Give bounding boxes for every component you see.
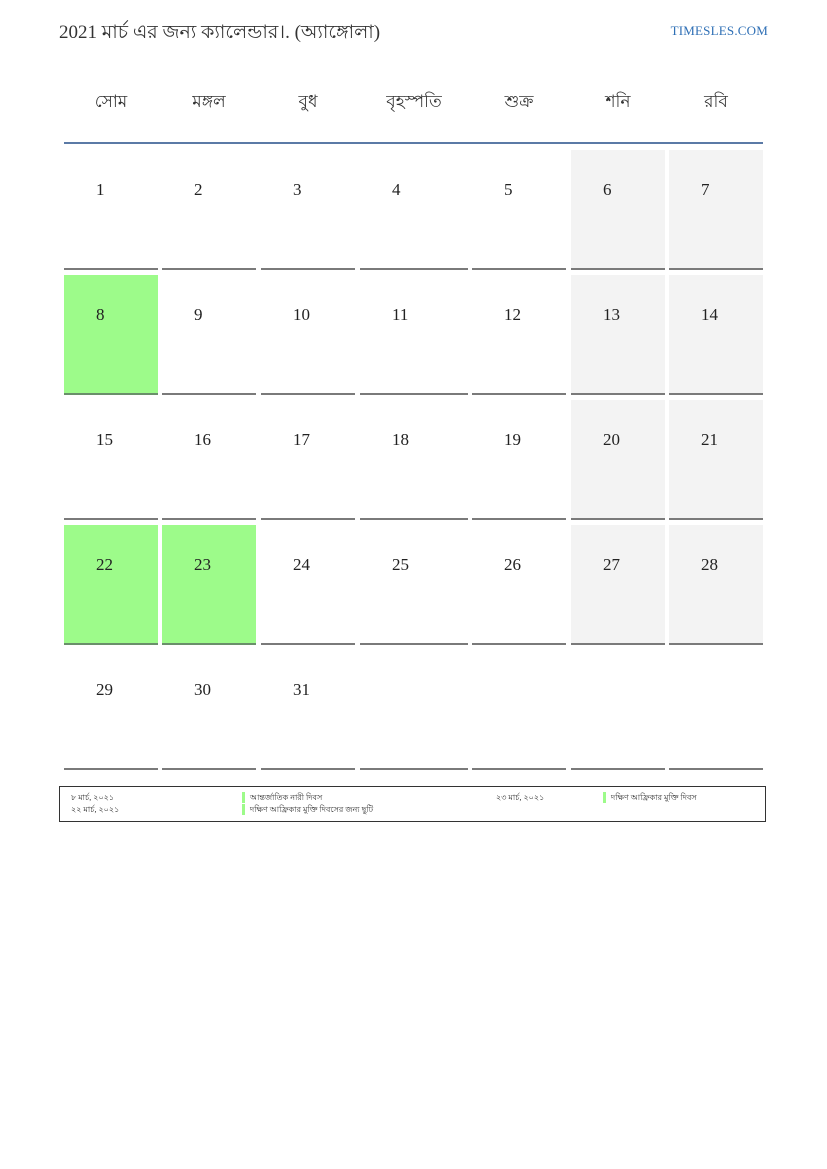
day-cell	[571, 150, 665, 270]
day-cell	[472, 400, 566, 520]
day-number: 20	[603, 430, 620, 449]
legend-event: দক্ষিণ আফ্রিকার মুক্তি দিবসের জন্য ছুটি	[250, 805, 374, 814]
day-number: 11	[392, 305, 409, 324]
weekday-tue: মঙ্গল	[192, 92, 226, 111]
day-number: 27	[603, 555, 620, 574]
day-cell	[162, 275, 256, 395]
day-number: 28	[701, 555, 718, 574]
day-cell	[472, 650, 566, 770]
holiday-color-marker	[242, 804, 245, 815]
day-number: 25	[392, 555, 409, 574]
weekday-mon: সোম	[94, 92, 128, 111]
day-number: 19	[504, 430, 521, 449]
day-cell	[261, 525, 355, 645]
day-cell	[669, 150, 763, 270]
day-number: 7	[701, 180, 710, 199]
day-cell	[571, 400, 665, 520]
day-number: 4	[392, 180, 401, 199]
day-number: 10	[293, 305, 310, 324]
day-number: 31	[293, 680, 310, 699]
day-number: 2	[194, 180, 203, 199]
day-cell	[472, 275, 566, 395]
day-cell	[571, 275, 665, 395]
day-number: 1	[96, 180, 105, 199]
legend-event: দক্ষিণ আফ্রিকার মুক্তি দিবস	[611, 793, 697, 802]
day-cell	[571, 650, 665, 770]
day-cell	[360, 525, 468, 645]
day-number: 5	[504, 180, 513, 199]
holiday-color-marker	[242, 792, 245, 803]
day-cell	[360, 275, 468, 395]
day-cell	[64, 150, 158, 270]
legend-date: ৮ মার্চ, ২০২১	[71, 793, 115, 802]
day-cell	[162, 650, 256, 770]
day-number: 8	[96, 305, 105, 324]
day-number: 13	[603, 305, 620, 324]
legend-date: ২২ মার্চ, ২০২১	[71, 805, 120, 814]
day-cell	[64, 275, 158, 395]
day-number: 9	[194, 305, 203, 324]
day-number: 30	[194, 680, 211, 699]
weekday-sun: রবি	[704, 92, 728, 111]
site-link[interactable]: TIMESLES.COM	[670, 23, 768, 38]
day-cell	[64, 525, 158, 645]
day-number: 12	[504, 305, 521, 324]
day-cell	[360, 650, 468, 770]
day-cell	[64, 650, 158, 770]
day-cell	[669, 525, 763, 645]
day-number: 14	[701, 305, 718, 324]
day-cell	[64, 400, 158, 520]
day-cell	[261, 150, 355, 270]
weekday-sat: শনি	[605, 92, 631, 111]
day-number: 6	[603, 180, 612, 199]
day-number: 15	[96, 430, 113, 449]
holiday-color-marker	[603, 792, 606, 803]
day-cell	[261, 650, 355, 770]
day-cell	[162, 150, 256, 270]
weekday-header-row	[64, 80, 763, 142]
legend-event: আন্তর্জাতিক নারী দিবস	[250, 793, 323, 802]
day-cell	[261, 275, 355, 395]
weekday-fri: শুক্র	[504, 92, 534, 111]
day-number: 21	[701, 430, 718, 449]
day-cell	[162, 400, 256, 520]
legend-date: ২৩ মার্চ, ২০২১	[496, 793, 545, 802]
day-number: 26	[504, 555, 521, 574]
weekday-wed: বুধ	[298, 92, 318, 111]
day-cell	[571, 525, 665, 645]
day-number: 17	[293, 430, 310, 449]
day-number: 18	[392, 430, 409, 449]
day-cell	[669, 400, 763, 520]
day-cell	[669, 275, 763, 395]
day-number: 22	[96, 555, 113, 574]
day-number: 24	[293, 555, 310, 574]
page-title: 2021 মার্চ এর জন্য ক্যালেন্ডার।. (অ্যাঙ্গোলা)	[59, 22, 381, 43]
day-cell	[669, 650, 763, 770]
day-cell	[472, 150, 566, 270]
day-number: 3	[293, 180, 302, 199]
day-number: 16	[194, 430, 211, 449]
day-number: 23	[194, 555, 211, 574]
day-number: 29	[96, 680, 113, 699]
holiday-legend	[59, 786, 766, 822]
weekday-thu: বৃহস্পতি	[386, 92, 442, 111]
day-cell	[360, 150, 468, 270]
day-cell	[472, 525, 566, 645]
day-cell	[162, 525, 256, 645]
header-divider	[64, 142, 763, 144]
day-cell	[360, 400, 468, 520]
day-cell	[261, 400, 355, 520]
